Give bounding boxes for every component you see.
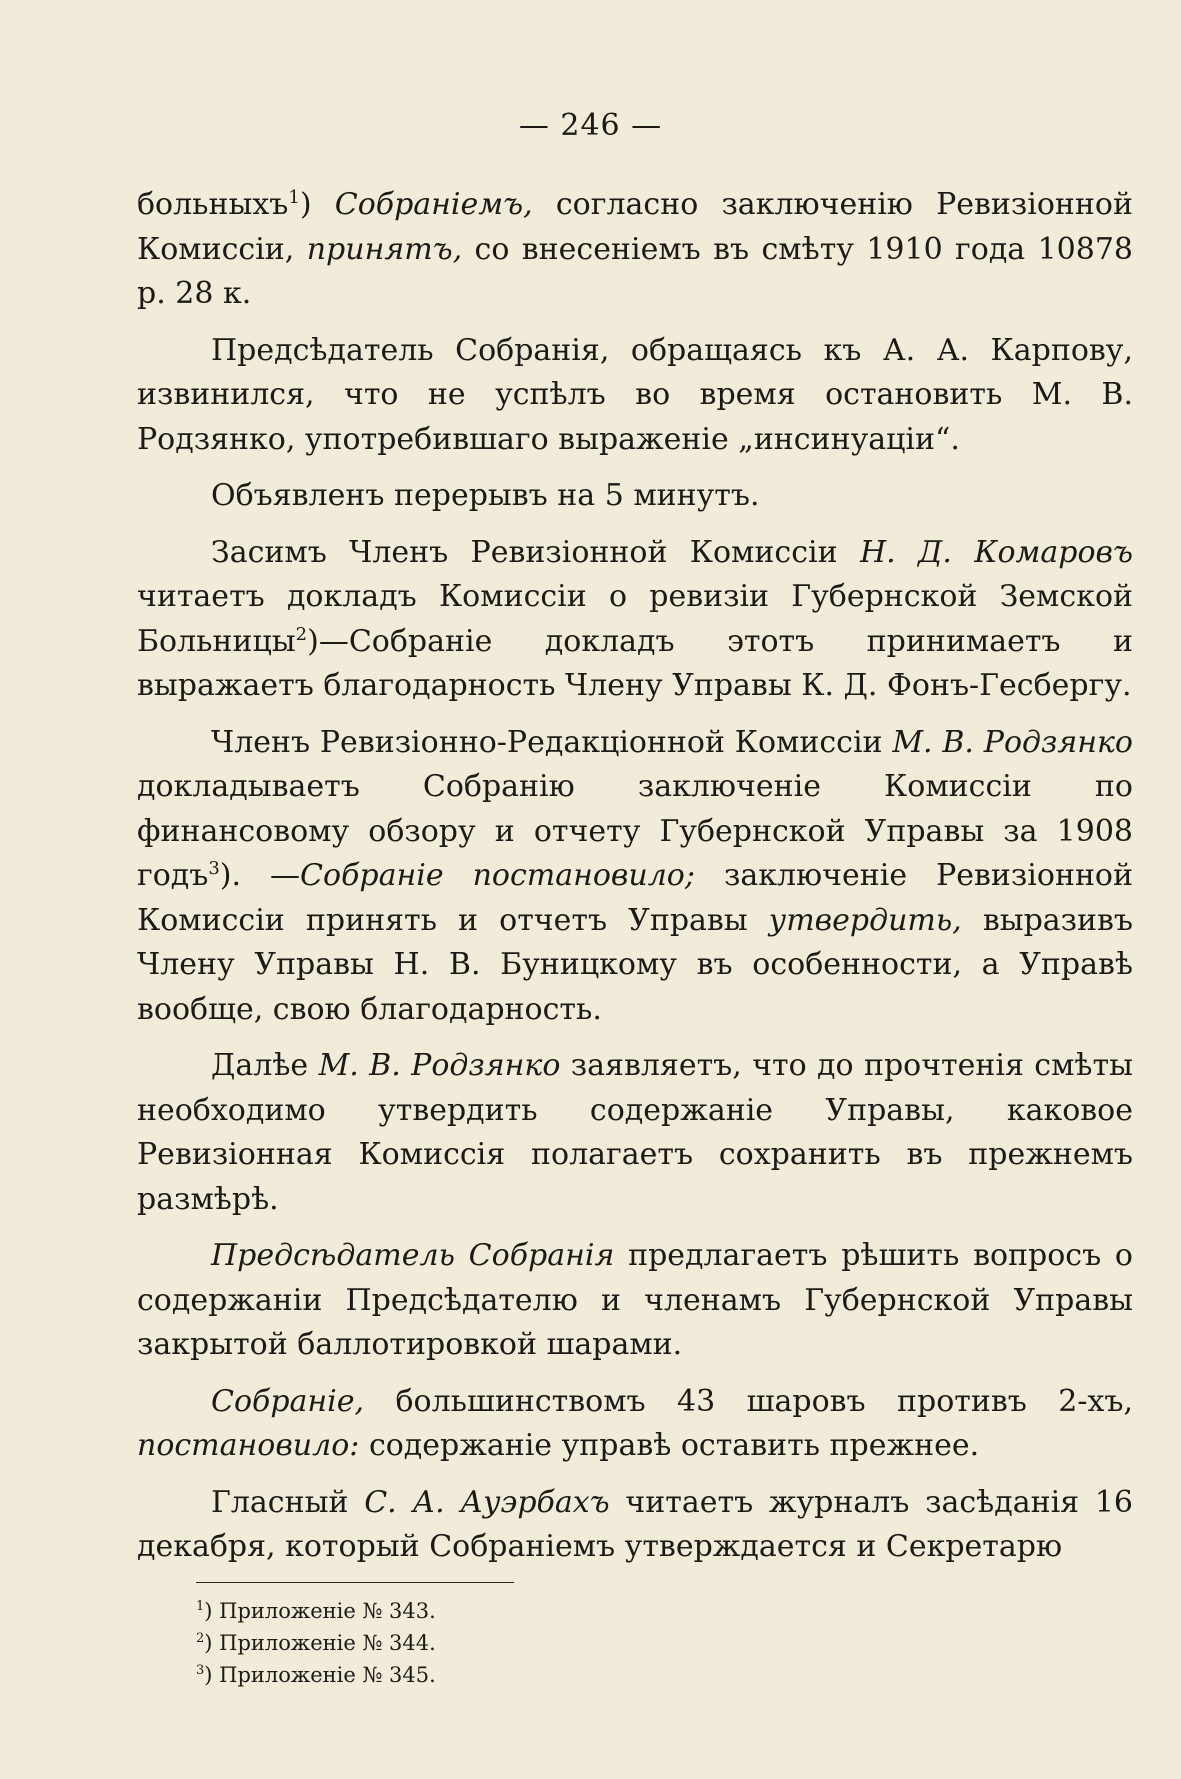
footnote-mark: 2 [196, 1631, 205, 1646]
footnote-text: ) Приложеніе № 345. [204, 1663, 436, 1687]
footnote-mark: 1 [196, 1599, 205, 1614]
paragraph [137, 1380, 1133, 1469]
text-run: читаетъ журналъ засѣданія 16 декабря, который Собраніемъ утверждается и Секретарю [137, 1484, 1134, 1564]
footnote-text: ) Приложеніе № 344. [204, 1631, 436, 1655]
text-run: большинствомъ 43 шаровъ противъ 2-хъ, [364, 1383, 1133, 1419]
page-number: — 246 — [518, 108, 663, 143]
paragraph [137, 531, 1133, 709]
text-run: Предсѣдатель Собранія, обращаясь къ А. А. Карпову, извинился, что не успѣлъ во время остановить М. В. Родзянко, употребившаго выраженіе „инсинуаціи“. [137, 332, 1133, 457]
text-run: Далѣе [211, 1048, 319, 1083]
text-run: Гласный [211, 1484, 365, 1520]
italic-text: М. В. Родзянко [892, 724, 1133, 760]
italic-text: принятъ, [306, 231, 463, 267]
footnote-mark: 3 [196, 1663, 205, 1678]
footnote-text: ) Приложеніе № 343. [204, 1599, 436, 1623]
italic-text: Собраніе постановило; [300, 858, 695, 893]
text-run: со внесеніемъ въ смѣту 1910 года 10878 р. 28 к. [137, 231, 1133, 311]
italic-text: С. А. Ауэрбахъ [364, 1484, 610, 1520]
text-run: содержаніе управѣ оставить прежнее. [359, 1428, 980, 1463]
text-run: предлагаетъ рѣшить вопросъ о содержаніи Предсѣдателю и членамъ Губернской Управы закрытой баллотировкой шарами. [137, 1238, 1133, 1362]
text-run: )—Собраніе докладъ этотъ принимаетъ и выражаетъ благодарность Члену Управы К. Д. Фонъ-Гесбергу. [137, 623, 1133, 703]
footnotes [196, 1595, 796, 1691]
text-run: Засимъ Членъ Ревизіонной Комиссіи [211, 534, 860, 570]
paragraph [137, 329, 1133, 463]
footnote-ref: 1 [288, 187, 300, 208]
footnote [196, 1595, 796, 1627]
footnote [196, 1627, 796, 1659]
footnote-ref: 2 [295, 623, 308, 645]
footnote [196, 1659, 796, 1691]
italic-text: Н. Д. Комаровъ [859, 534, 1133, 570]
text-run: согласно заключенію Ревизіонной Комиссіи, [137, 187, 1133, 267]
text-run: заявляетъ, что до прочтенія смѣты необходимо утвердить содержаніе Управы, каковое Ревизіонная Комиссія полагаетъ сохранить въ прежнемъ размѣрѣ. [137, 1048, 1133, 1217]
text-run: читаетъ докладъ Комиссіи о ревизіи Губернской Земской Больницы [137, 579, 1133, 659]
text-run: Членъ Ревизіонно-Редакціонной Комиссіи [211, 724, 893, 760]
paragraph [137, 1481, 1133, 1570]
italic-text: постановило: [137, 1428, 360, 1463]
text-run: ). — [219, 858, 301, 893]
paragraph [137, 721, 1133, 1033]
text-run: выразивъ Члену Управы Н. В. Буницкому въ особенности, а Управѣ вообще, свою благодарность. [137, 902, 1134, 1027]
text-run: больныхъ [137, 187, 289, 222]
paragraph [137, 1234, 1133, 1368]
footnote-divider [196, 1582, 514, 1583]
italic-text: М. В. Родзянко [318, 1048, 561, 1083]
italic-text: Предсѣдатель Собранія [211, 1238, 615, 1273]
text-run: ) [299, 187, 335, 222]
footnote-ref: 3 [208, 858, 220, 879]
paragraph [137, 474, 1133, 519]
italic-text: Собраніе, [211, 1383, 365, 1419]
paragraph [137, 183, 1133, 317]
body-text [137, 183, 1133, 1582]
text-run: Объявленъ перерывъ на 5 минутъ. [211, 478, 760, 513]
text-run: докладываетъ Собранію заключеніе Комиссіи по финансовому обзору и отчету Губернской Управы за 1908 годъ [137, 769, 1133, 893]
paragraph [137, 1044, 1133, 1222]
italic-text: утвердить, [768, 902, 962, 938]
italic-text: Собраніемъ, [334, 187, 533, 222]
text-run: заключеніе Ревизіонной Комиссіи принять и отчетъ Управы [137, 858, 1133, 938]
